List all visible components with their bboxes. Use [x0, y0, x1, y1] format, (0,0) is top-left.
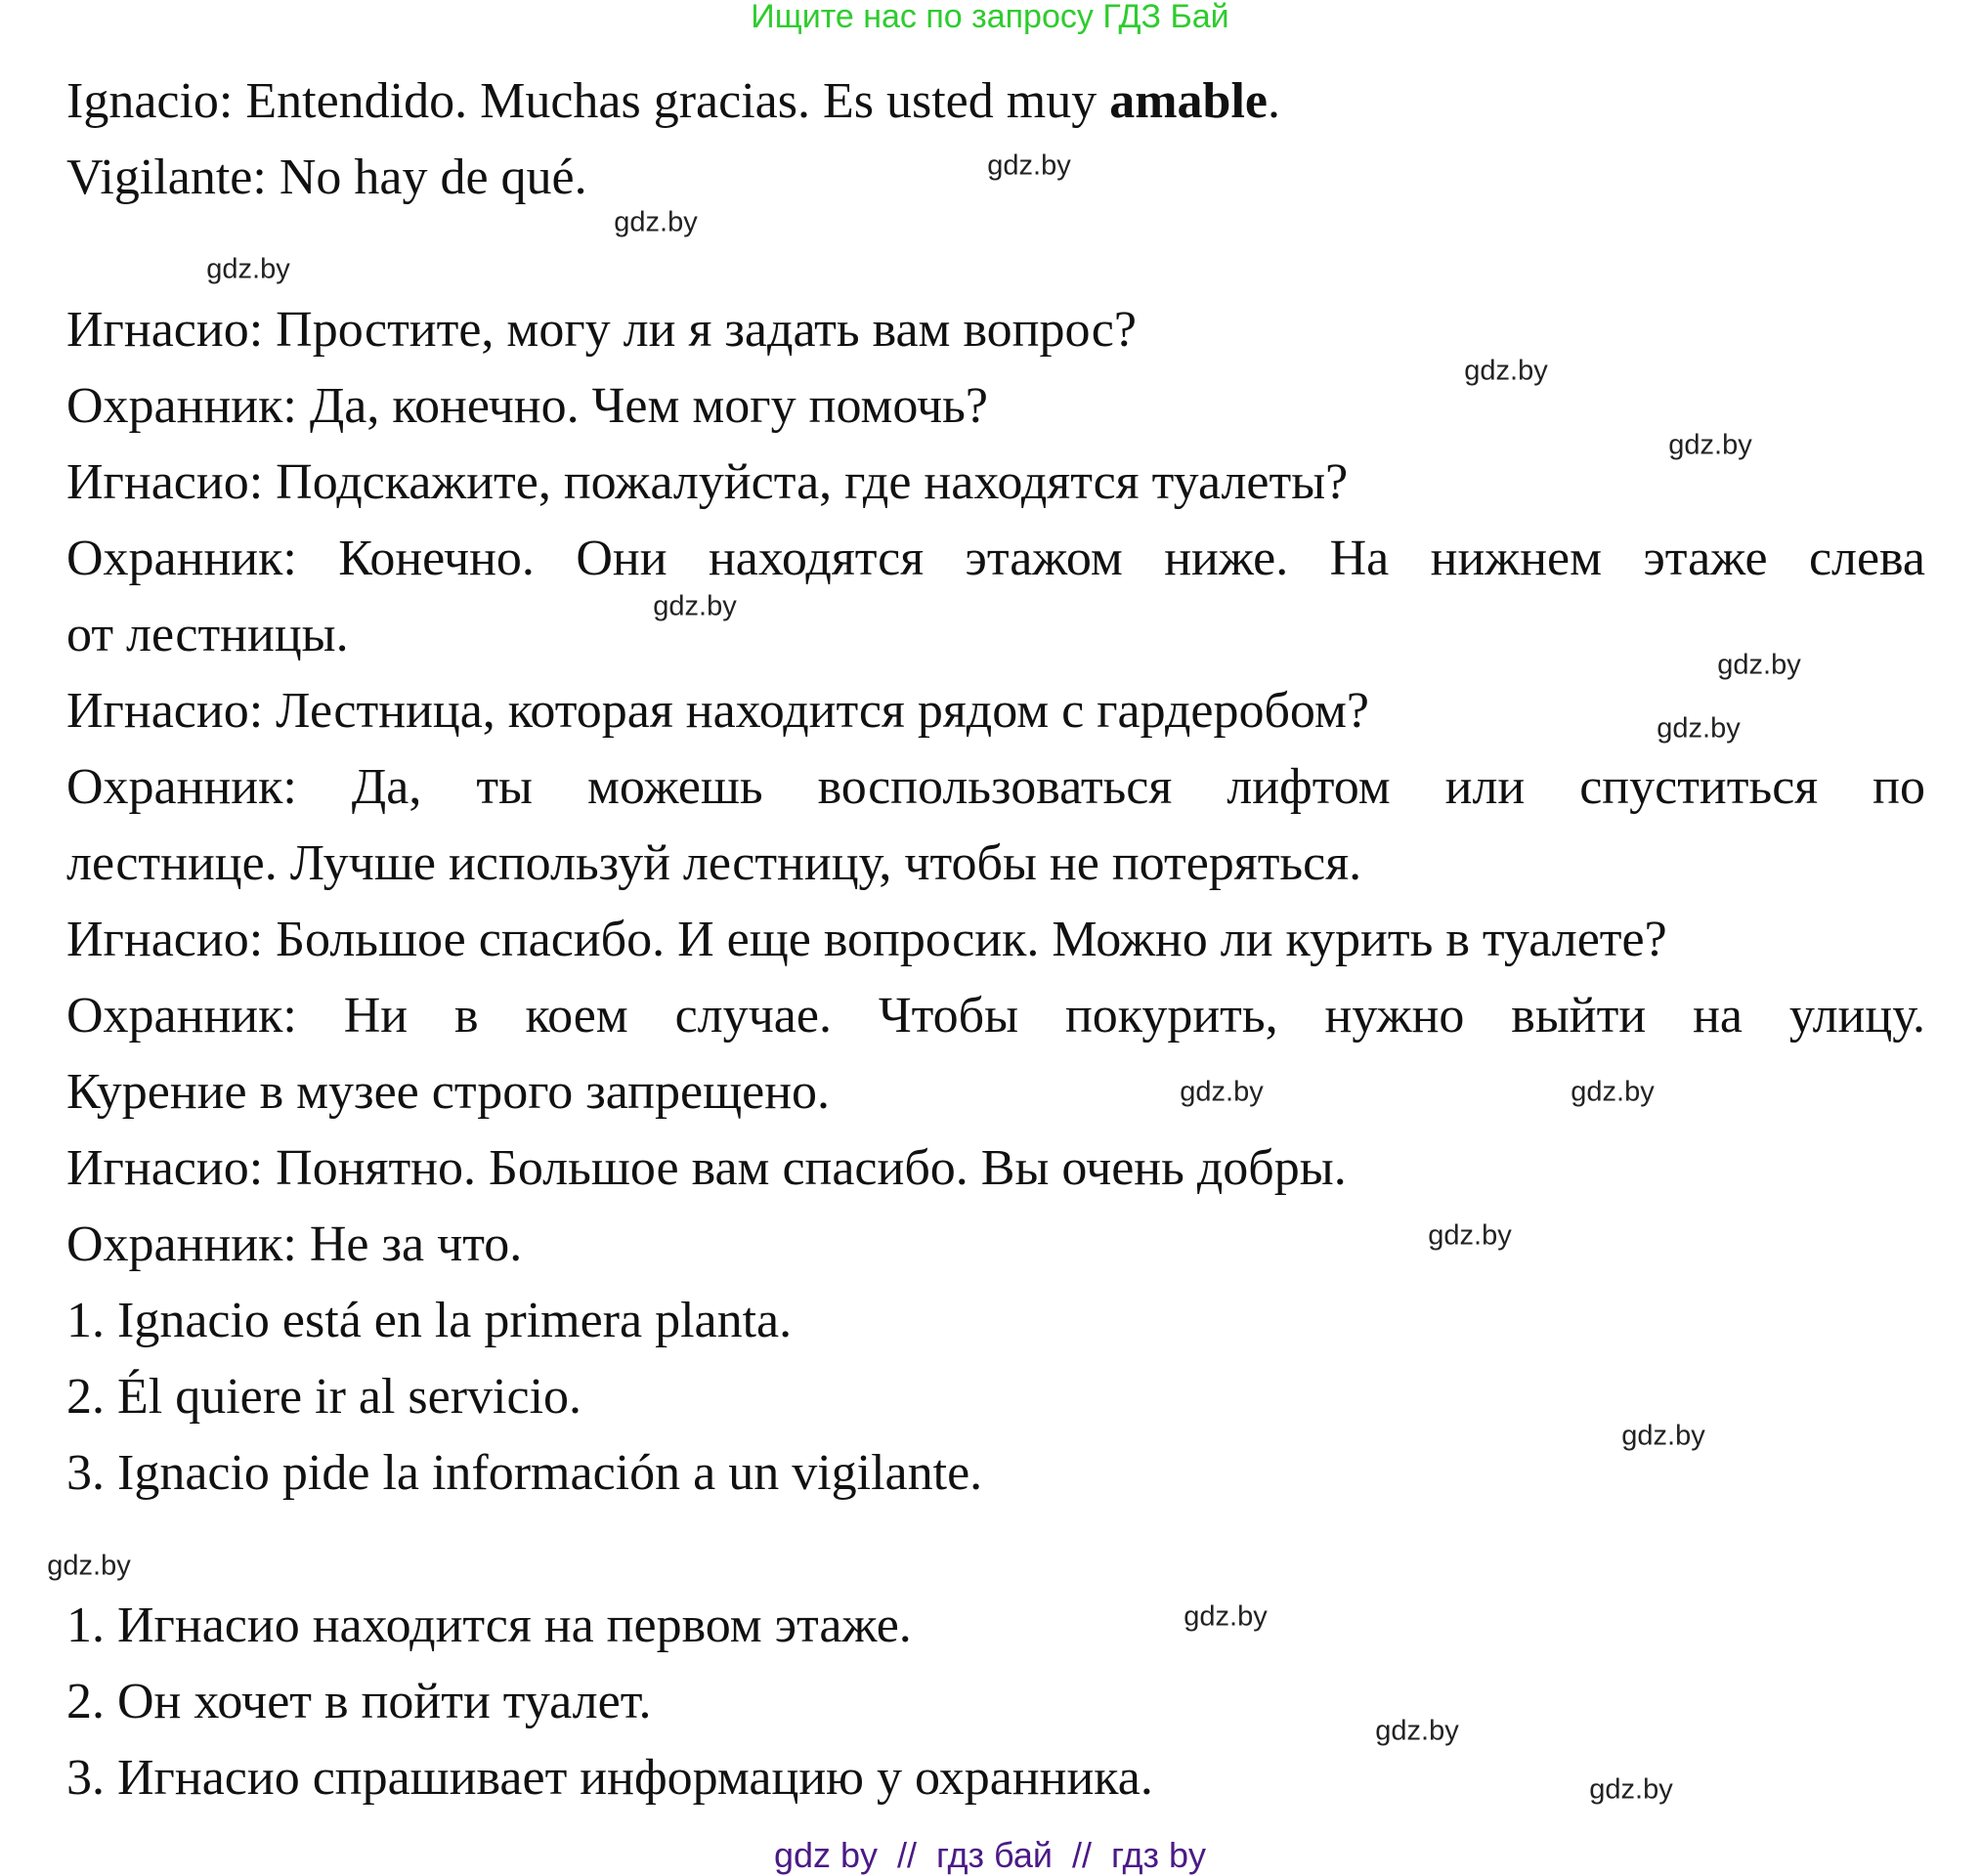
translation-line: 2. Он хочет в пойти туалет. — [66, 1674, 652, 1729]
watermark: gdz.by — [1428, 1219, 1512, 1252]
translation-line: 1. Игнасио находится на первом этаже. — [66, 1598, 912, 1653]
text-line: Vigilante: No hay de qué. — [66, 149, 587, 205]
watermark: gdz.by — [1375, 1715, 1459, 1747]
footer-watermark: gdz by // гдз бай // гдз by — [773, 1835, 1207, 1875]
answer-line: 2. Él quiere ir al servicio. — [66, 1369, 582, 1425]
watermark: gdz.by — [47, 1550, 131, 1582]
watermark: gdz.by — [1657, 712, 1741, 745]
watermark: gdz.by — [614, 206, 698, 238]
watermark: gdz.by — [1571, 1076, 1655, 1108]
watermark: gdz.by — [1464, 355, 1548, 387]
dialog-line: Охранник: Ни в коем случае. Чтобы покурить, нужно выйти на улицу. — [66, 988, 1925, 1044]
dialog-line: Курение в музее строго запрещено. — [66, 1064, 831, 1120]
text-line — [66, 64, 1925, 140]
watermark: gdz.by — [206, 253, 290, 285]
watermark: gdz.by — [987, 149, 1071, 182]
spacer — [66, 1512, 1925, 1588]
dialog-line: лестнице. Лучше используй лестницу, чтобы не потеряться. — [66, 835, 1362, 891]
dialog-line: Охранник: Не за что. — [66, 1216, 523, 1272]
line-text: . — [1267, 73, 1280, 129]
watermark: gdz.by — [1180, 1076, 1264, 1108]
dialog-line: Игнасио: Понятно. Большое вам спасибо. Вы очень добры. — [66, 1140, 1347, 1196]
translation-line: 3. Игнасио спрашивает информацию у охранника. — [66, 1750, 1153, 1806]
dialog-line: Игнасио: Простите, могу ли я задать вам вопрос? — [66, 302, 1137, 358]
dialog-line: Охранник: Да, ты можешь воспользоваться лифтом или спуститься по — [66, 759, 1925, 815]
document-body — [66, 64, 1925, 1816]
line-text: Ignacio: Entendido. Muchas gracias. Es usted muy — [66, 73, 1110, 129]
dialog-line: от лестницы. — [66, 607, 349, 662]
watermark: gdz.by — [1717, 649, 1801, 681]
watermark: gdz.by — [1184, 1600, 1268, 1633]
header-banner: Ищите нас по запросу ГДЗ Бай — [751, 0, 1229, 35]
answer-line: 1. Ignacio está en la primera planta. — [66, 1293, 793, 1348]
watermark: gdz.by — [653, 590, 737, 622]
bold-word: amable — [1109, 73, 1268, 129]
watermark: gdz.by — [1621, 1420, 1705, 1452]
dialog-line: Охранник: Конечно. Они находятся этажом ниже. На нижнем этаже слева — [66, 531, 1925, 586]
dialog-line: Игнасио: Лестница, которая находится рядом с гардеробом? — [66, 683, 1369, 739]
spacer — [66, 216, 1925, 292]
answer-line: 3. Ignacio pide la información a un vigilante. — [66, 1445, 983, 1501]
watermark: gdz.by — [1589, 1773, 1673, 1806]
dialog-line: Охранник: Да, конечно. Чем могу помочь? — [66, 378, 988, 434]
watermark: gdz.by — [1668, 429, 1752, 461]
dialog-line: Игнасио: Подскажите, пожалуйста, где находятся туалеты? — [66, 454, 1349, 510]
dialog-line: Игнасио: Большое спасибо. И еще вопросик. Можно ли курить в туалете? — [66, 912, 1667, 967]
